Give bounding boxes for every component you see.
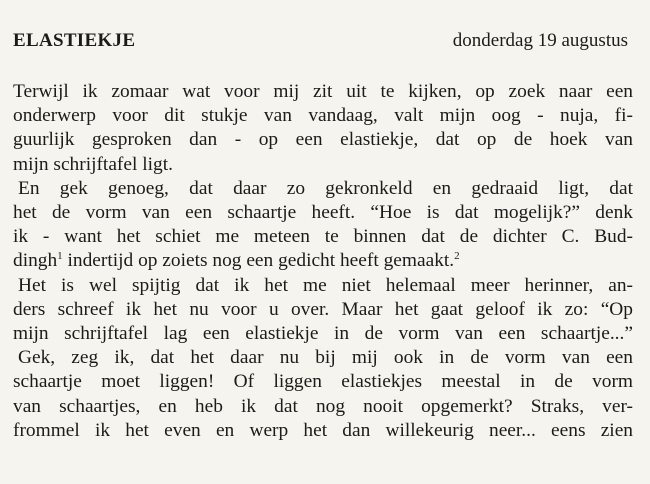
text-line: En gek genoeg, dat daar zo gekronkeld en gedraaid ligt, dat (18, 177, 633, 199)
text-fragment: dingh (13, 250, 58, 272)
text-line: ik - want het schiet me meteen te binnen dat de dichter C. Bud- (13, 226, 633, 248)
text-line: onderwerp voor dit stukje van vandaag, valt mijn oog - nuja, fi- (13, 105, 633, 127)
article-date: donderdag 19 augustus (452, 30, 628, 51)
paragraph-3 (13, 274, 633, 347)
article-header (13, 30, 630, 52)
text-line: van schaartjes, en heb ik dat nog nooit opgemerkt? Straks, ver- (13, 395, 633, 417)
article-title: ELASTIEKJE (13, 30, 136, 51)
text-line: guurlijk gesproken dan - op een elastiekje, dat op de hoek van (13, 129, 633, 151)
text-line: schaartje moet liggen! Of liggen elastiekjes meestal in de vorm (13, 371, 633, 393)
footnote-marker-2[interactable]: 2 (454, 250, 460, 263)
text-line: ders schreef ik het nu voor u over. Maar het gaat geloof ik zo: “Op (13, 298, 633, 320)
article-body (13, 80, 633, 443)
paragraph-1 (13, 80, 633, 177)
text-line: Gek, zeg ik, dat het daar nu bij mij ook in de vorm van een (18, 347, 633, 369)
text-line: Het is wel spijtig dat ik het me niet helemaal meer herinner, an- (18, 274, 633, 296)
text-line: mijn schrijftafel lag een elastiekje in de vorm van een schaartje...” (13, 323, 633, 345)
text-line: mijn schrijftafel ligt. (13, 153, 173, 175)
text-line: Terwijl ik zomaar wat voor mij zit uit te kijken, op zoek naar een (13, 81, 633, 102)
text-fragment: indertijd op zoiets nog een gedicht heeft gemaakt. (62, 250, 455, 272)
show-through-decoration (18, 0, 650, 12)
text-line-with-footnotes (13, 249, 633, 273)
paragraph-4 (13, 346, 633, 443)
text-line: het de vorm van een schaartje heeft. “Hoe is dat mogelijk?” denk (13, 202, 633, 224)
footnote-marker-1[interactable]: 1 (57, 250, 63, 263)
text-line: frommel ik het even en werp het dan willekeurig neer... eens zien (13, 419, 633, 441)
paragraph-2 (13, 177, 633, 274)
